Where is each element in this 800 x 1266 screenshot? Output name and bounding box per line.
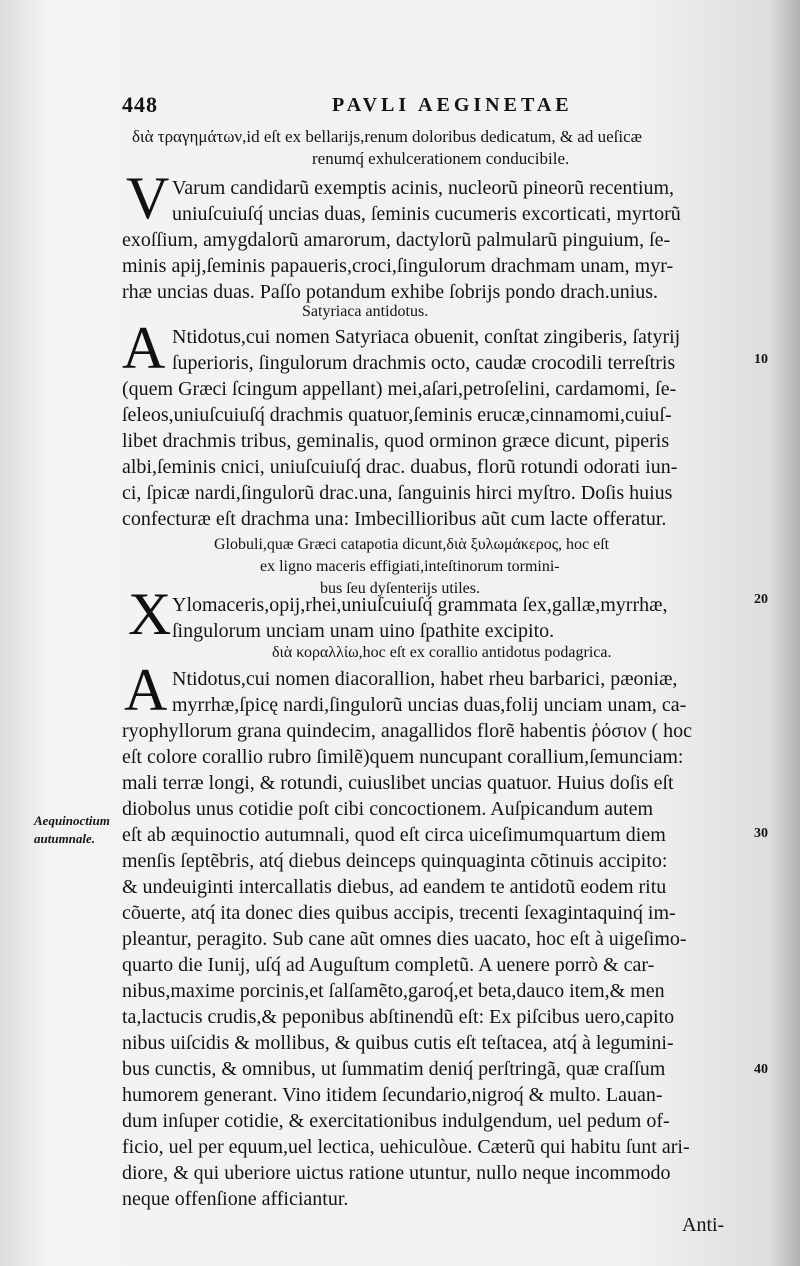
section-title: Globuli,quæ Græci catapotia dicunt,διὰ ξυλωμάκερος, hoc eſt	[214, 536, 610, 553]
text-line: ta,lactucis crudis,& peponibus abſtinendũ eſt: Ex piſcibus uero,capito	[122, 1006, 675, 1028]
text-line: cõuerte, atq́ ita donec dies quibus accipis, trecenti ſexagintaquinq́ im-	[122, 902, 676, 924]
text-line: ryophyllorum grana quindecim, anagallidos florẽ habentis ῥόσιον ( hoc	[122, 720, 693, 742]
line-number: 40	[754, 1062, 768, 1077]
text-line: exoſſium, amygdalorũ amarorum, dactylorũ palmularũ pinguium, ſe-	[122, 229, 671, 251]
text-line: humorem generant. Vino itidem ſecundario,nigroq́ & multo. Lauan-	[122, 1084, 663, 1106]
page-number: 448	[122, 92, 158, 117]
text-line: albi,ſeminis cnici, uniuſcuiuſq́ drac. duabus, florũ rotundi odorati iun-	[122, 456, 678, 478]
text-line: ſuperioris, ſingulorum drachmis octo, caudæ crocodili terreſtris	[172, 352, 676, 374]
section-title: Satyriaca antidotus.	[302, 303, 429, 320]
text-line: menſis ſeptẽbris, atq́ diebus deinceps quinquaginta cõtinuis accipito:	[122, 850, 668, 872]
text-line: ſingulorum unciam unam uino ſpathite excipito.	[172, 620, 555, 642]
drop-capital: A	[124, 657, 168, 723]
text-line: διὰ τραγημάτων,id eſt ex bellarijs,renum doloribus dedicatum, & ad ueſicæ	[132, 127, 642, 146]
text-line: Ylomaceris,opij,rhei,uniuſcuiuſq́ grammata ſex,gallæ,myrrhæ,	[172, 594, 668, 616]
text-line: mali terræ longi, & rotundi, cuiuslibet uncias quatuor. Huius doſis eſt	[122, 772, 674, 794]
text-line: nibus uiſcidis & mollibus, & quibus cutis eſt teſtacea, atq́ à legumini-	[122, 1032, 674, 1054]
section-title: bus ſeu dyſenterijs utiles.	[320, 580, 480, 597]
text-line: pleantur, peragito. Sub cane aũt omnes dies uacato, hoc eſt à uigeſimo-	[122, 928, 687, 950]
text-line: ficio, uel per equum,uel lectica, uehiculòue. Cæterũ qui habitu ſunt ari-	[122, 1136, 690, 1158]
text-line: neque offenſione afficiantur.	[122, 1188, 349, 1210]
text-line: rhæ uncias duas. Paſſo potandum exhibe ſobrijs pondo drach.unius.	[122, 281, 659, 303]
text-line: & undeuiginti intercallatis diebus, ad eandem te antidotũ eodem ritu	[122, 876, 667, 898]
text-line: confecturæ eſt drachma una: Imbecillioribus aũt cum lacte offeratur.	[122, 508, 667, 530]
text-line: eſt colore corallio rubro ſimilẽ)quem nuncupant corallium,ſemunciam:	[122, 746, 684, 768]
marginal-note-line: autumnale.	[34, 831, 96, 846]
main-text	[122, 0, 742, 1266]
text-line: uniuſcuiuſq́ uncias duas, ſeminis cucumeris excorticati, myrtorũ	[172, 203, 681, 225]
text-line: diobolus unus cotidie poſt cibi concoctionem. Auſpicandum autem	[122, 798, 654, 820]
text-line: libet drachmis tribus, geminalis, quod orminon græce dicunt, piperis	[122, 430, 670, 452]
text-line: Ntidotus,cui nomen Satyriaca obuenit, conſtat zingiberis, ſatyrij	[172, 326, 681, 348]
text-line: nibus,maxime porcinis,et ſalſamẽto,garoq́,et beta,dauco item,& men	[122, 980, 665, 1002]
text-line: Ntidotus,cui nomen diacorallion, habet rheu barbarici, pæoniæ,	[172, 668, 678, 690]
text-line: renumq́ exhulcerationem conducibile.	[312, 149, 570, 168]
text-line: bus cunctis, & omnibus, ut ſummatim deniq́ perſtringã, quæ craſſum	[122, 1058, 666, 1080]
text-line: myrrhæ,ſpicę nardi,ſingulorũ uncias duas,folij unciam unam, ca-	[172, 694, 687, 716]
running-head: PAVLI AEGINETAE	[332, 94, 573, 116]
text-line: diore, & qui uberiore uictus ratione utuntur, nullo neque incommodo	[122, 1162, 671, 1184]
text-line: ci, ſpicæ nardi,ſingulorũ drac.una, ſanguinis hirci myſtro. Doſis huius	[122, 482, 673, 504]
page-spine-shadow	[770, 0, 800, 1266]
drop-capital: A	[122, 315, 166, 381]
section-title: διὰ κοραλλίω,hoc eſt ex corallio antidotus podagrica.	[272, 644, 612, 661]
text-line: (quem Græci ſcingum appellant) mei,aſari,petroſelini, cardamomi, ſe-	[122, 378, 677, 400]
catchword: Anti-	[682, 1214, 725, 1236]
section-title: ex ligno maceris effigiati,inteſtinorum tormini-	[260, 558, 560, 575]
text-line: eſt ab æquinoctio autumnali, quod eſt circa uiceſimumquartum diem	[122, 824, 666, 846]
line-number: 30	[754, 826, 768, 841]
text-line: Varum candidarũ exemptis acinis, nucleorũ pineorũ recentium,	[172, 177, 675, 199]
marginal-note	[34, 812, 110, 848]
text-line: dum inſuper cotidie, & exercitationibus indulgendum, uel pedum of-	[122, 1110, 670, 1132]
line-number: 10	[754, 352, 768, 367]
marginal-note-line: Aequinoctium	[34, 813, 110, 828]
drop-capital: V	[126, 165, 170, 231]
text-line: quarto die Iunij, uſq́ ad Auguſtum completũ. A uenere porrò & car-	[122, 954, 655, 976]
text-line: ſeleos,uniuſcuiuſq́ drachmis quatuor,ſeminis erucæ,cinnamomi,cuiuſ-	[122, 404, 672, 426]
drop-capital: X	[128, 581, 172, 647]
line-number: 20	[754, 592, 768, 607]
text-line: minis apij,ſeminis papaueris,croci,ſingulorum drachmam unam, myr-	[122, 255, 674, 277]
